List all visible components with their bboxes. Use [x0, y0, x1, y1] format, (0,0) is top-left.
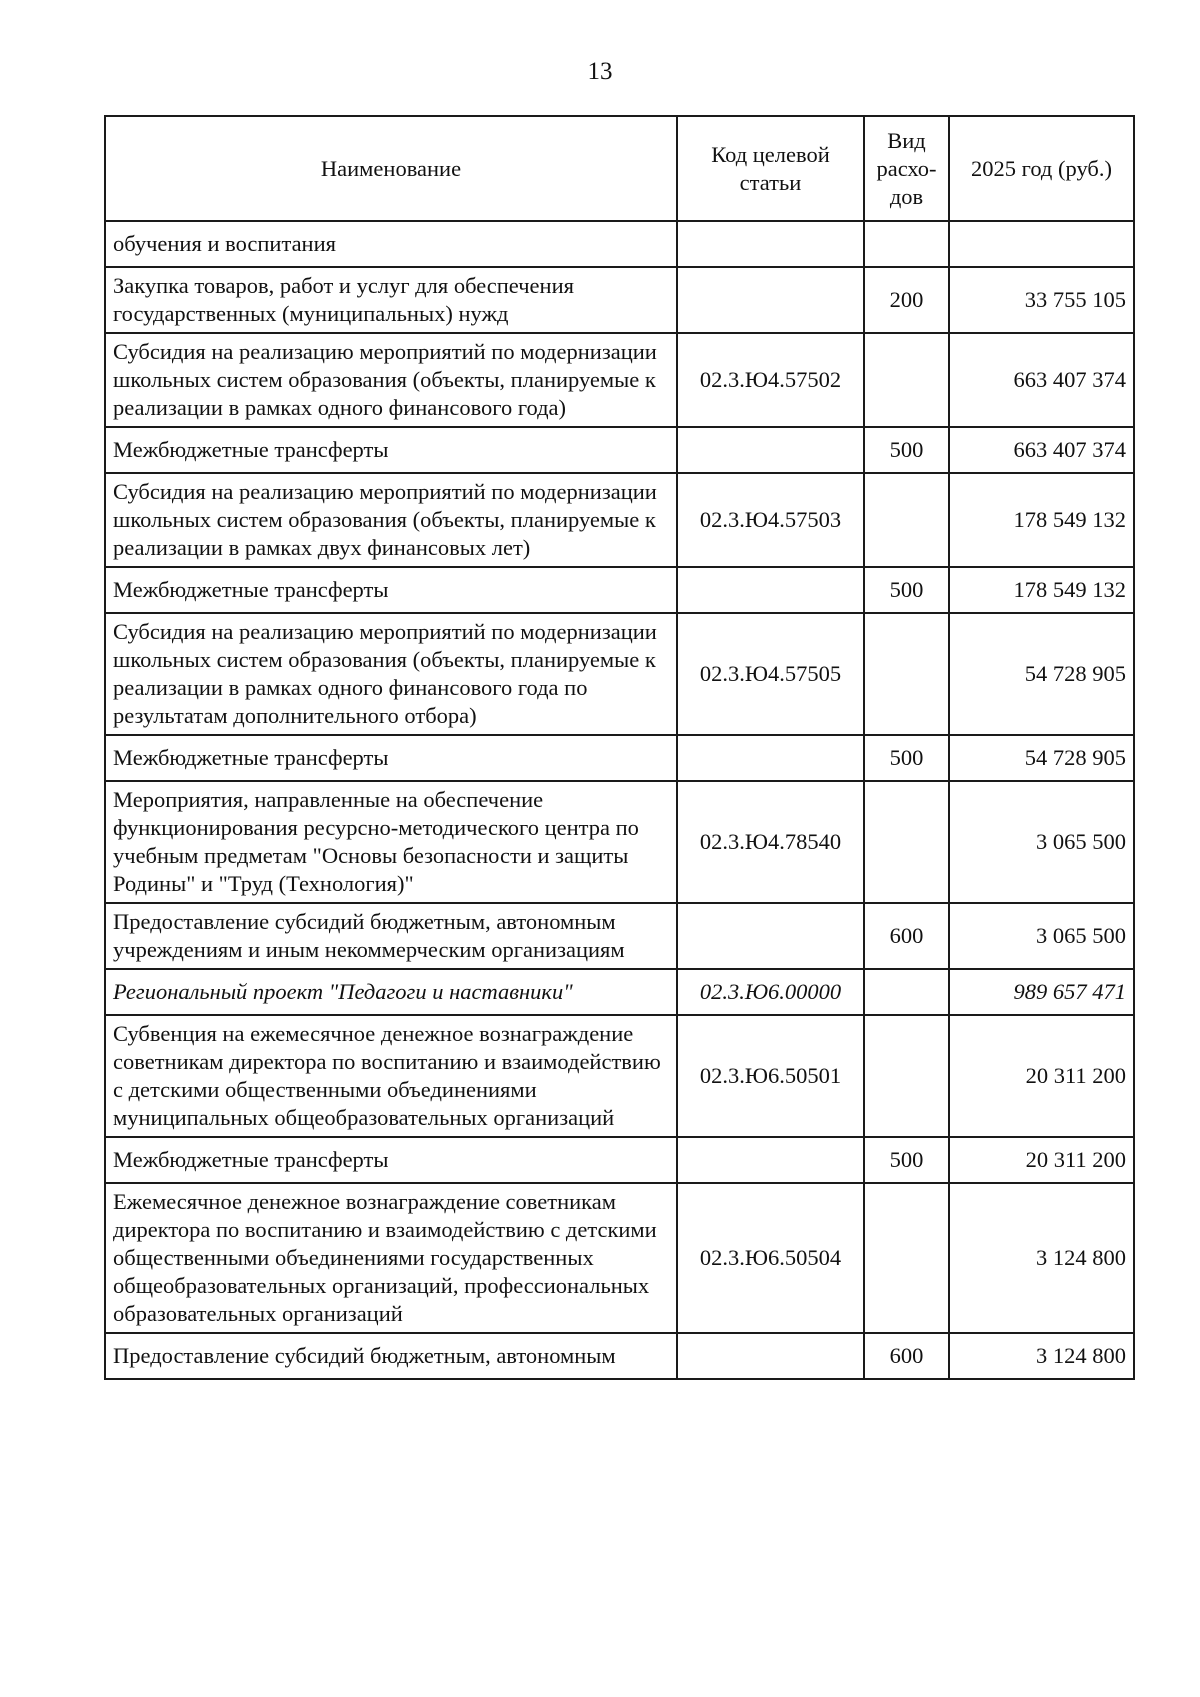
row-amount: 178 549 132 [949, 473, 1134, 567]
table-row [105, 333, 1134, 427]
row-amount [949, 221, 1134, 267]
row-type [864, 221, 949, 267]
row-amount: 178 549 132 [949, 567, 1134, 613]
row-code [677, 1137, 864, 1183]
row-name: Субсидия на реализацию мероприятий по модернизации школьных систем образования (объекты, планируемые к реализации в рамках двух финансовых лет) [105, 473, 677, 567]
row-type: 500 [864, 735, 949, 781]
row-amount: 663 407 374 [949, 333, 1134, 427]
table-row [105, 567, 1134, 613]
table-row [105, 427, 1134, 473]
row-amount: 3 065 500 [949, 781, 1134, 903]
row-name: Ежемесячное денежное вознаграждение советникам директора по воспитанию и взаимодействию с детскими общественными объединениями государственных общеобразовательных организаций, профессиональных образовательных организаций [105, 1183, 677, 1333]
row-code [677, 221, 864, 267]
row-code: 02.3.Ю4.57503 [677, 473, 864, 567]
row-type [864, 1015, 949, 1137]
row-type: 500 [864, 567, 949, 613]
row-type [864, 1183, 949, 1333]
table-row [105, 781, 1134, 903]
row-code [677, 1333, 864, 1379]
table-row [105, 1183, 1134, 1333]
row-amount: 663 407 374 [949, 427, 1134, 473]
row-type: 600 [864, 903, 949, 969]
row-name: Субсидия на реализацию мероприятий по модернизации школьных систем образования (объекты, планируемые к реализации в рамках одного финансового года по результатам дополнительного отбора) [105, 613, 677, 735]
row-name: Мероприятия, направленные на обеспечение функционирования ресурсно-методического центра по учебным предметам "Основы безопасности и защиты Родины" и "Труд (Технология)" [105, 781, 677, 903]
row-code [677, 735, 864, 781]
header-code: Код целевой статьи [677, 116, 864, 221]
row-name: Межбюджетные трансферты [105, 1137, 677, 1183]
row-amount: 54 728 905 [949, 735, 1134, 781]
row-amount: 20 311 200 [949, 1137, 1134, 1183]
row-code: 02.3.Ю4.57502 [677, 333, 864, 427]
table-row [105, 613, 1134, 735]
row-amount: 33 755 105 [949, 267, 1134, 333]
header-type: Вид расхо-дов [864, 116, 949, 221]
table-header-row [105, 116, 1134, 221]
table-row [105, 267, 1134, 333]
table-row [105, 1333, 1134, 1379]
row-code: 02.3.Ю4.57505 [677, 613, 864, 735]
table-row [105, 903, 1134, 969]
row-amount: 20 311 200 [949, 1015, 1134, 1137]
row-name: Межбюджетные трансферты [105, 567, 677, 613]
row-type [864, 969, 949, 1015]
table-row [105, 1015, 1134, 1137]
row-name: Субвенция на ежемесячное денежное вознаграждение советникам директора по воспитанию и взаимодействию с детскими общественными объединениями муниципальных общеобразовательных организаций [105, 1015, 677, 1137]
table-row [105, 473, 1134, 567]
row-name: Региональный проект "Педагоги и наставники" [105, 969, 677, 1015]
row-code: 02.3.Ю6.00000 [677, 969, 864, 1015]
row-name: Межбюджетные трансферты [105, 735, 677, 781]
page-number: 13 [587, 58, 613, 85]
table-row [105, 1137, 1134, 1183]
row-code: 02.3.Ю6.50504 [677, 1183, 864, 1333]
row-amount: 3 124 800 [949, 1183, 1134, 1333]
row-type: 200 [864, 267, 949, 333]
row-code [677, 427, 864, 473]
row-code [677, 567, 864, 613]
budget-table [104, 115, 1135, 1380]
row-code: 02.3.Ю4.78540 [677, 781, 864, 903]
row-name: Закупка товаров, работ и услуг для обеспечения государственных (муниципальных) нужд [105, 267, 677, 333]
row-amount: 54 728 905 [949, 613, 1134, 735]
row-amount: 3 065 500 [949, 903, 1134, 969]
row-type: 600 [864, 1333, 949, 1379]
row-name: Субсидия на реализацию мероприятий по модернизации школьных систем образования (объекты, планируемые к реализации в рамках одного финансового года) [105, 333, 677, 427]
row-amount: 989 657 471 [949, 969, 1134, 1015]
row-type [864, 613, 949, 735]
row-code [677, 903, 864, 969]
table-row [105, 221, 1134, 267]
row-type: 500 [864, 1137, 949, 1183]
row-code: 02.3.Ю6.50501 [677, 1015, 864, 1137]
table-row-project [105, 969, 1134, 1015]
row-code [677, 267, 864, 333]
row-amount: 3 124 800 [949, 1333, 1134, 1379]
row-name: Предоставление субсидий бюджетным, автономным учреждениям и иным некоммерческим организациям [105, 903, 677, 969]
row-name: Межбюджетные трансферты [105, 427, 677, 473]
header-name: Наименование [105, 116, 677, 221]
header-amount: 2025 год (руб.) [949, 116, 1134, 221]
row-type [864, 473, 949, 567]
table-row [105, 735, 1134, 781]
row-type [864, 333, 949, 427]
row-name: Предоставление субсидий бюджетным, автономным [105, 1333, 677, 1379]
row-type [864, 781, 949, 903]
row-name: обучения и воспитания [105, 221, 677, 267]
row-type: 500 [864, 427, 949, 473]
